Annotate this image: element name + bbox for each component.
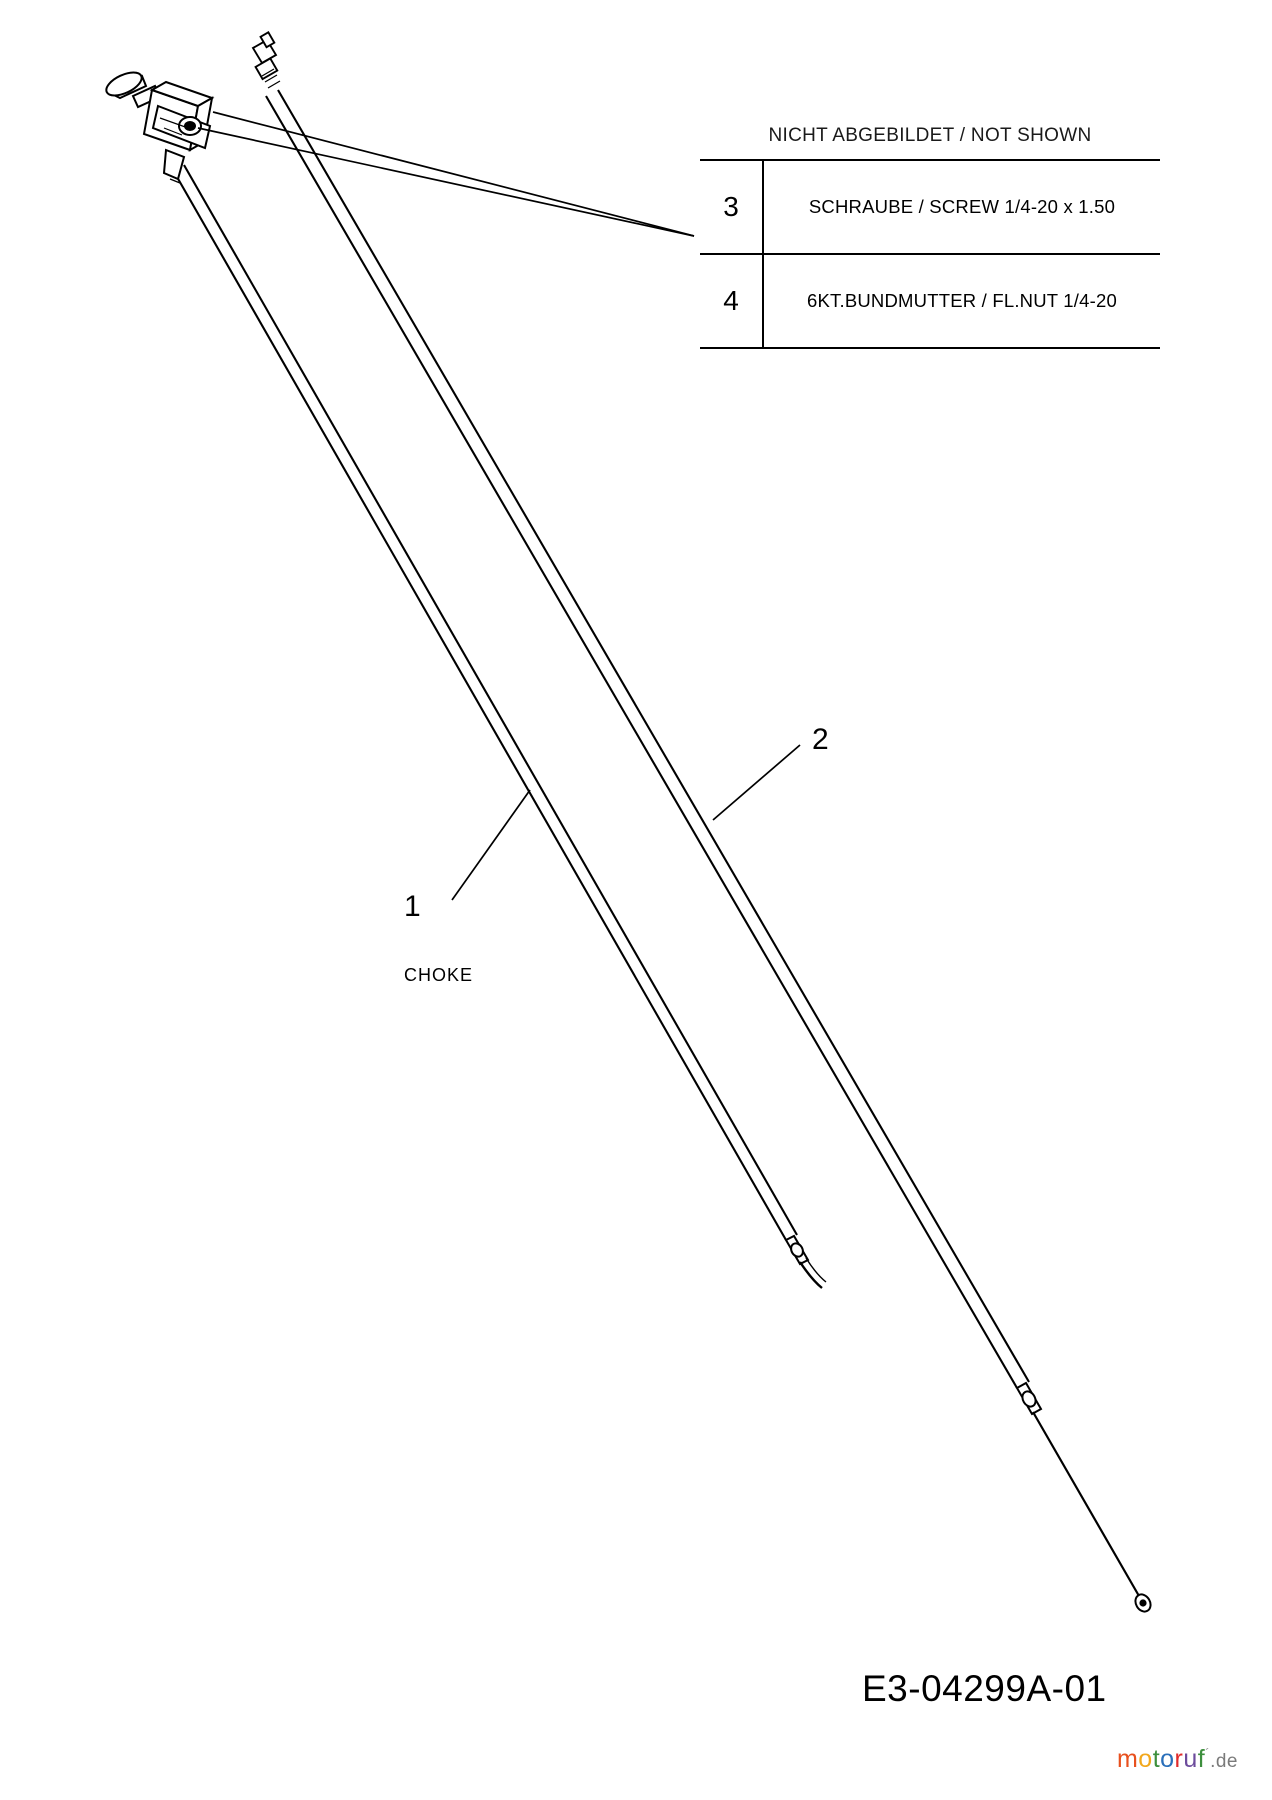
logo-tld: .de — [1210, 1751, 1238, 1772]
logo-letter-t: t — [1152, 1745, 1161, 1773]
document-code: E3-04299A-01 — [862, 1668, 1107, 1709]
table-row — [700, 253, 1160, 347]
logo-letter-f: f — [1197, 1745, 1206, 1773]
logo-letter-u: u — [1183, 1745, 1198, 1773]
not-shown-grid — [700, 159, 1160, 349]
logo-letter-m: m — [1116, 1745, 1139, 1773]
table-row — [700, 161, 1160, 253]
callout-number-2: 2 — [812, 723, 829, 756]
part-description: SCHRAUBE / SCREW 1/4-20 x 1.50 — [808, 196, 1116, 217]
part-number: 4 — [700, 255, 764, 347]
choke-control-bracket — [103, 68, 212, 183]
logo-tick: ´ — [1205, 1745, 1211, 1761]
not-shown-table — [700, 125, 1160, 349]
cable-1-end-fitting — [786, 1236, 826, 1288]
callout-number-1: 1 — [404, 890, 421, 923]
logo-letter-o1: o — [1138, 1745, 1153, 1773]
motoruf-logo — [1117, 1745, 1238, 1774]
not-shown-title: NICHT ABGEBILDET / NOT SHOWN — [768, 125, 1092, 146]
cable-2-upper-fitting — [253, 32, 280, 88]
logo-letter-o2: o — [1160, 1745, 1175, 1773]
choke-label: CHOKE — [404, 965, 474, 985]
logo-letter-r: r — [1174, 1745, 1184, 1773]
part-description: 6KT.BUNDMUTTER / FL.NUT 1/4-20 — [807, 290, 1117, 311]
part-number: 3 — [700, 161, 764, 253]
cable-2-lower-fitting — [1017, 1383, 1154, 1614]
